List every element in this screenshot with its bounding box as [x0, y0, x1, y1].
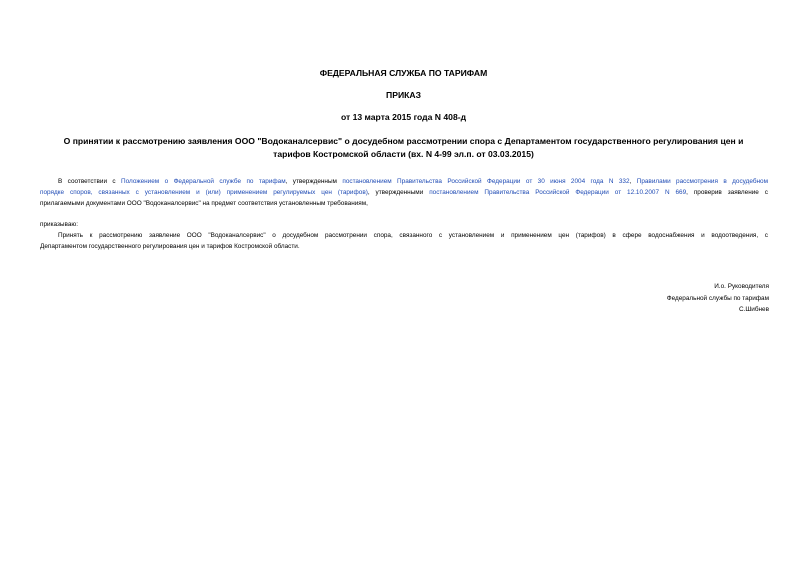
preamble-line-3: прилагаемыми документами ООО "Водоканалсервис" на предмет соответствия установленным требованиям, — [40, 200, 368, 207]
document-type: ПРИКАЗ — [386, 90, 421, 100]
preamble-text: , проверив заявление с — [686, 189, 768, 196]
resolution-332-link[interactable]: постановлением Правительства Российской Федерации от 30 июня 2004 года N 332 — [342, 178, 630, 185]
signatory-organization: Федеральной службы по тарифам — [666, 294, 769, 302]
document-subject — [40, 135, 767, 160]
signature-block — [667, 281, 769, 316]
preamble-text: , утвержденным — [285, 178, 343, 185]
resolution-669-link[interactable]: постановлением Правительства Российской Федерации от 12.10.2007 N 669 — [429, 189, 687, 196]
order-section — [40, 219, 768, 252]
preamble-text: , — [629, 178, 637, 185]
signatory-position: И.о. Руководителя — [714, 283, 769, 290]
subject-line-1: О принятии к рассмотрению заявления ООО "Водоканалсервис" о досудебном рассмотрении спора с Департаментом государственного регулирования цен и — [63, 136, 744, 146]
order-lead: приказываю: — [40, 221, 78, 228]
subject-line-2: тарифов Костромской области (вх. N 4-99 эл.п. от 03.03.2015) — [273, 148, 534, 159]
document-date-number: от 13 марта 2015 года N 408-д — [340, 112, 467, 122]
order-item-1-line-2: Департаментом государственного регулирования цен и тарифов Костромской области. — [40, 243, 300, 250]
rules-link[interactable]: Правилами рассмотрения в досудебном — [636, 178, 768, 185]
regulation-link[interactable]: Положением о Федеральной службе по тарифам — [121, 178, 286, 185]
preamble-paragraph — [40, 176, 768, 209]
agency-title: ФЕДЕРАЛЬНАЯ СЛУЖБА ПО ТАРИФАМ — [319, 68, 488, 78]
preamble-line-2 — [40, 187, 768, 198]
preamble-line-1 — [40, 176, 768, 187]
preamble-text: , утвержденными — [367, 189, 430, 196]
preamble-text: В соответствии с — [58, 178, 122, 185]
signatory-name: С.Шибнев — [739, 306, 769, 313]
rules-link-continued[interactable]: порядке споров, связанных с установлением и (или) применением регулируемых цен (тарифов) — [40, 189, 368, 196]
order-item-1-line-1: Принять к рассмотрению заявление ООО "Водоканалсервис" о досудебном рассмотрении спора, связанного с установлением и применением цен (тарифов) в сфере водоснабжения и водоотведения, с — [58, 232, 768, 239]
